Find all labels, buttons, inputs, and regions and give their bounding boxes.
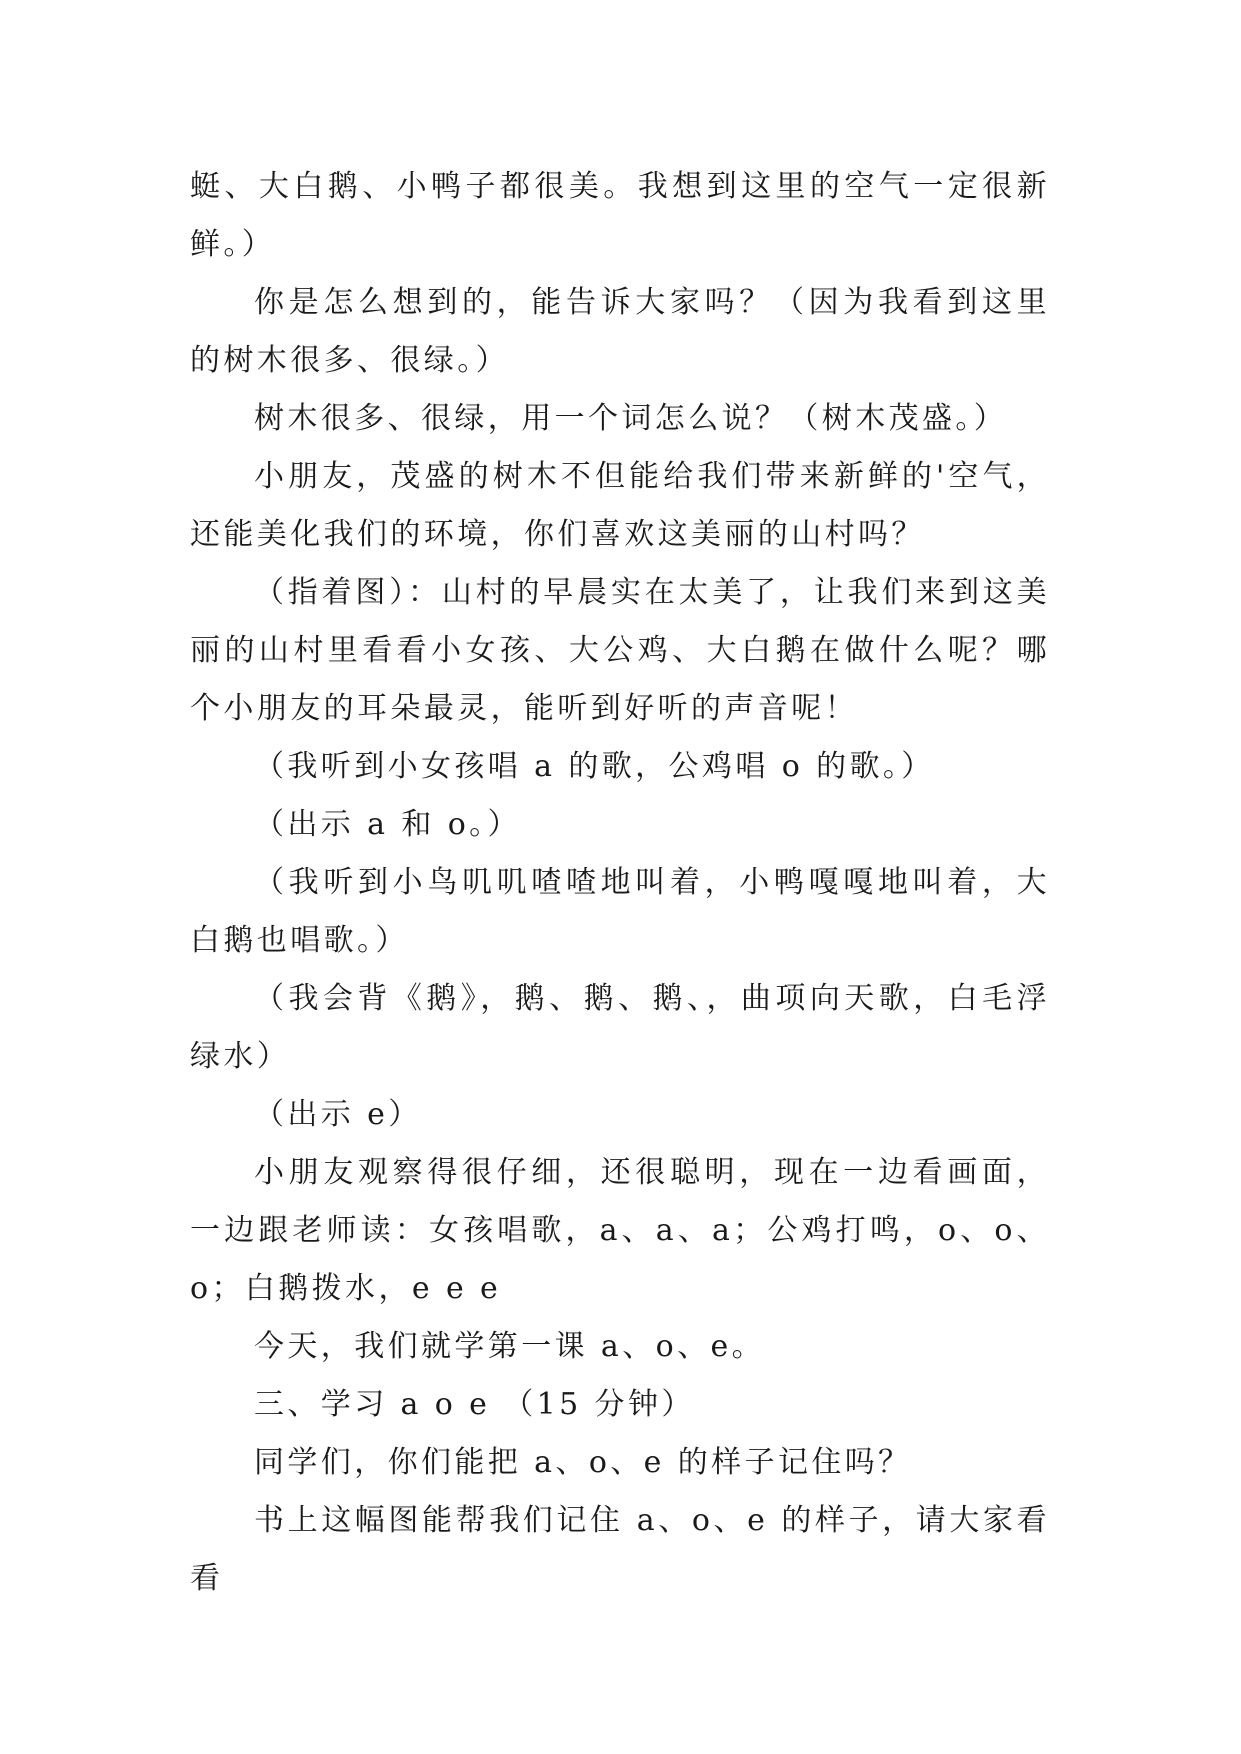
paragraph-10: （出示 e） bbox=[254, 1097, 422, 1132]
paragraph-11: 小朋友观察得很仔细，还很聪明，现在一边看画面，一边跟老师读：女孩唱歌，a、a、a；公鸡打鸣，o、o、o；白鹅拨水，e e e bbox=[190, 1155, 1050, 1306]
paragraph-14: 同学们，你们能把 a、o、e 的样子记住吗？ bbox=[254, 1445, 912, 1480]
paragraph-9: （我会背《鹅》，鹅、鹅、鹅、，曲项向天歌，白毛浮绿水） bbox=[190, 981, 1050, 1074]
paragraph-8: （我听到小鸟叽叽喳喳地叫着，小鸭嘎嘎地叫着，大白鹅也唱歌。） bbox=[190, 865, 1050, 958]
paragraph-2: 你是怎么想到的，能告诉大家吗？（因为我看到这里的树木很多、很绿。） bbox=[190, 285, 1050, 378]
paragraph-7: （出示 a 和 o。） bbox=[254, 807, 521, 842]
paragraph-12: 今天，我们就学第一课 a、o、e。 bbox=[254, 1329, 766, 1364]
paragraph-5: （指着图）：山村的早晨实在太美了，让我们来到这美丽的山村里看看小女孩、大公鸡、大白鹅在做什么呢？哪个小朋友的耳朵最灵，能听到好听的声音呢！ bbox=[190, 575, 1050, 726]
section-heading-3: 三、学习 a o e （15 分钟） bbox=[254, 1387, 695, 1422]
paragraph-1: 蜓、大白鹅、小鸭子都很美。我想到这里的空气一定很新鲜。） bbox=[190, 169, 1050, 262]
document-page bbox=[190, 158, 1050, 1608]
paragraph-6: （我听到小女孩唱 a 的歌，公鸡唱 o 的歌。） bbox=[254, 749, 935, 784]
paragraph-3: 树木很多、很绿，用一个词怎么说？（树木茂盛。） bbox=[254, 401, 1008, 436]
paragraph-4: 小朋友，茂盛的树木不但能给我们带来新鲜的'空气，还能美化我们的环境，你们喜欢这美丽的山村吗？ bbox=[190, 459, 1050, 552]
paragraph-15: 书上这幅图能帮我们记住 a、o、e 的样子，请大家看看 bbox=[190, 1503, 1050, 1596]
